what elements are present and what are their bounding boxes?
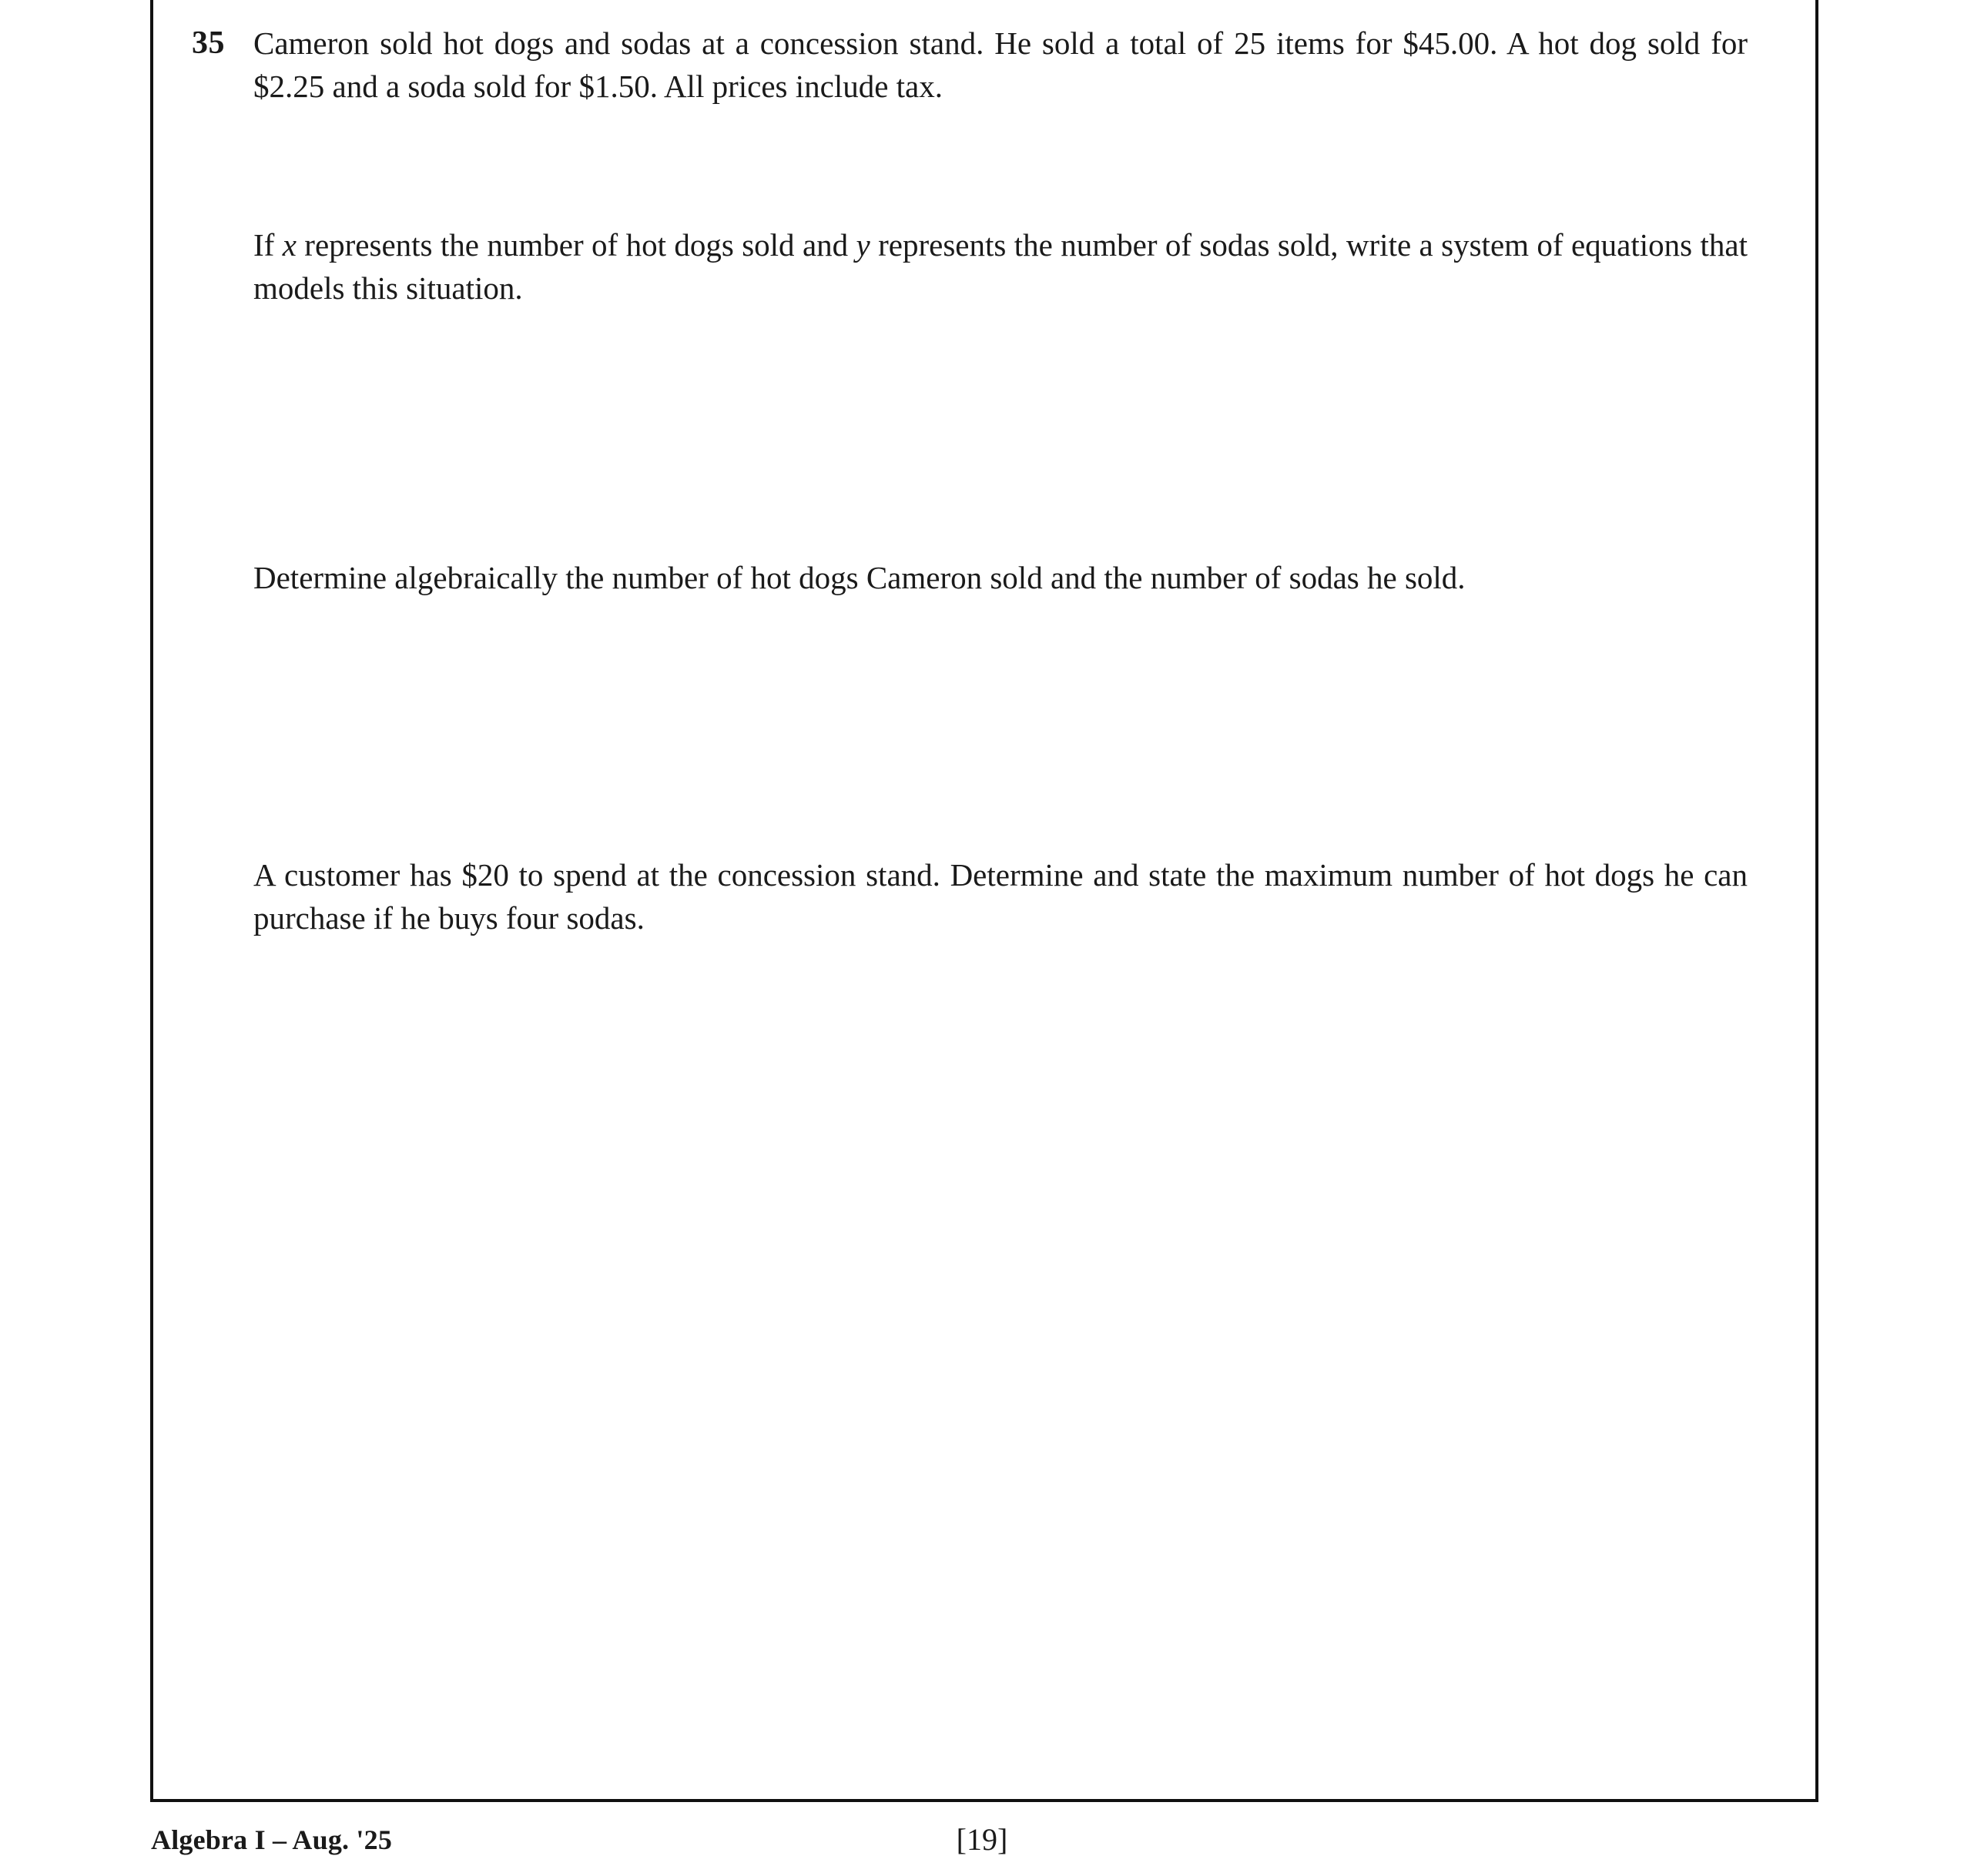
variable-x: x [282, 227, 297, 263]
answer-space-part-b [192, 599, 1748, 853]
part-a-text-before-x: If [253, 227, 283, 263]
page-footer [0, 1821, 1964, 1868]
footer-exam-label: Algebra I – Aug. '25 [151, 1824, 393, 1855]
question-stem-text: Cameron sold hot dogs and sodas at a concession stand. He sold a total of 25 items for $45.00. A hot dog sold for $2.25 and a soda sold for $1.50. All prices include tax. [253, 25, 1748, 104]
answer-space-part-a [192, 310, 1748, 556]
part-a-text-between: represents the number of hot dogs sold and [296, 227, 856, 263]
question-content [192, 22, 1748, 940]
variable-y: y [856, 227, 870, 263]
part-a-text [253, 223, 1748, 310]
part-c-text: A customer has $20 to spend at the concession stand. Determine and state the maximum number of hot dogs he can purchase if he buys four sodas. [253, 857, 1748, 936]
part-a-text-after: represents the number of sodas sold, write a system of equations that models this situation. [253, 227, 1748, 306]
footer-page-number: [19] [956, 1822, 1008, 1857]
question-part-b [192, 556, 1748, 599]
question-number: 35 [192, 25, 225, 61]
part-b-text: Determine algebraically the number of hot dogs Cameron sold and the number of sodas he sold. [253, 560, 1466, 595]
question-answer-box [150, 0, 1818, 1802]
question-stem [192, 22, 1748, 108]
question-part-c [192, 853, 1748, 940]
spacer-after-stem [192, 108, 1748, 223]
question-part-a [192, 223, 1748, 310]
